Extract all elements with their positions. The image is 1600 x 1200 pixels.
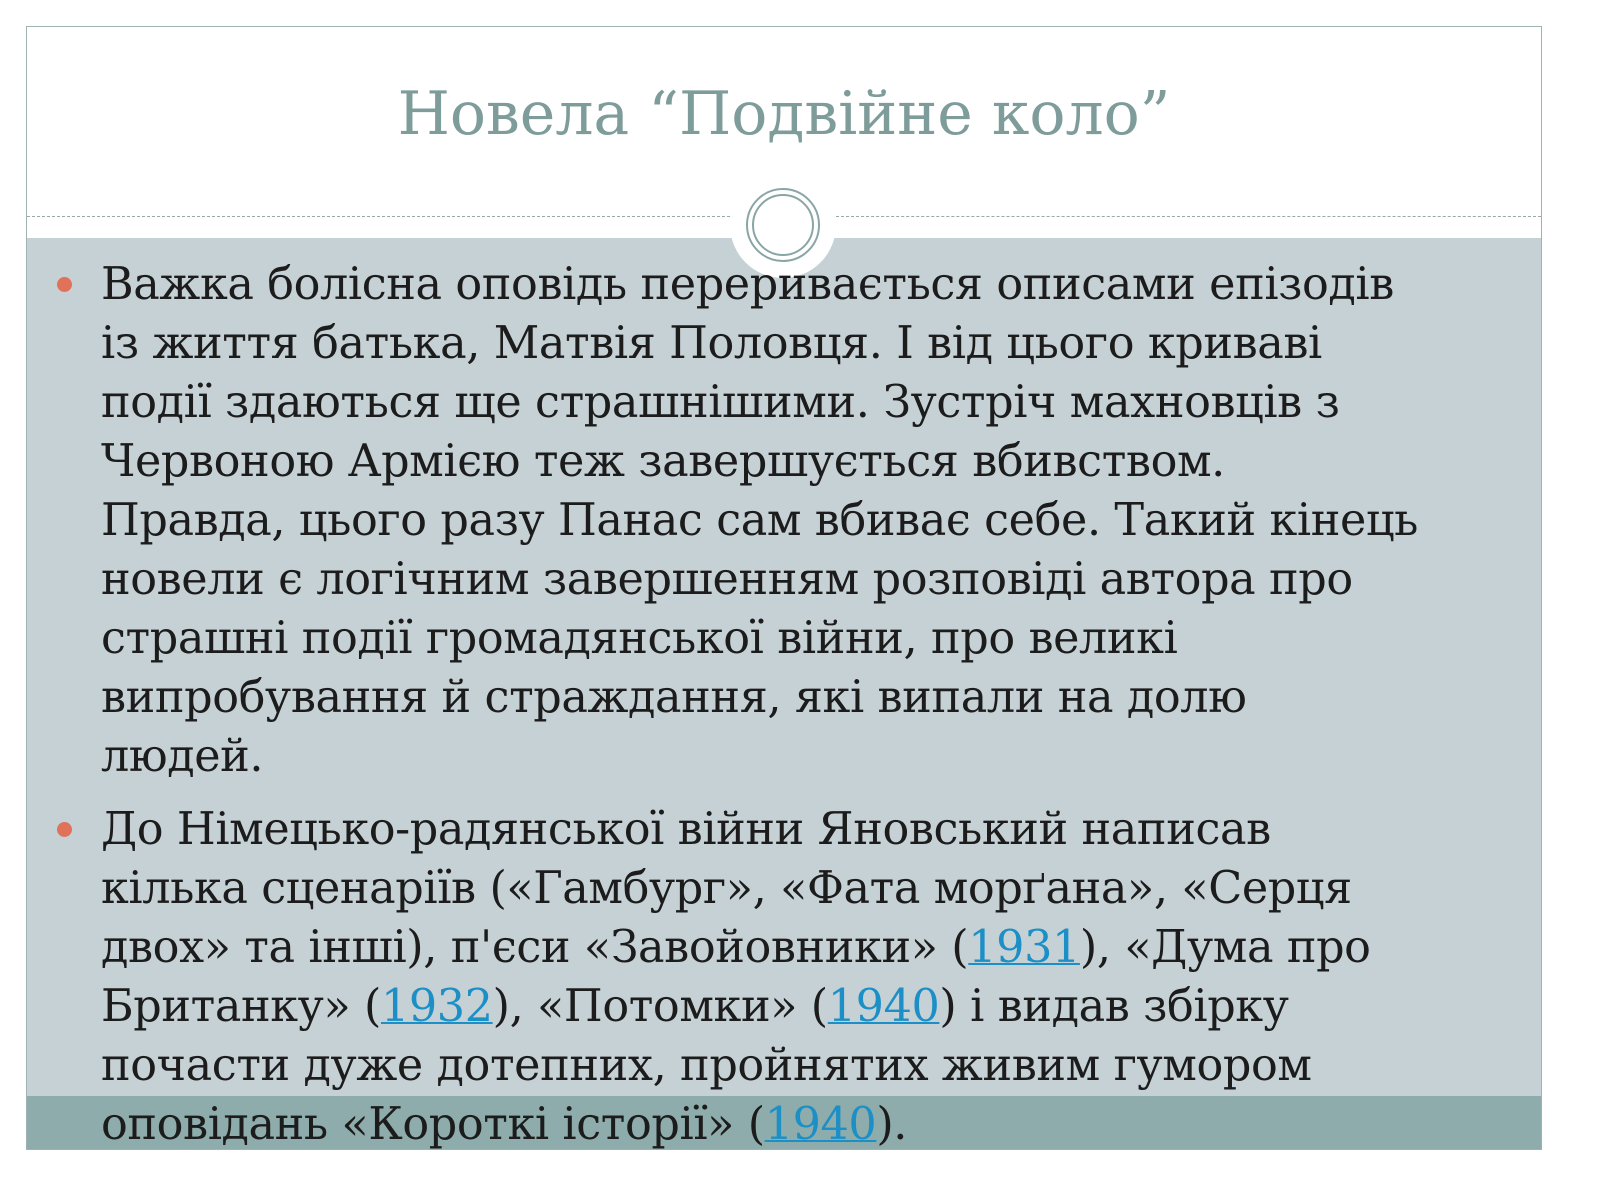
slide-body (27, 255, 1541, 1150)
year-link-1940-potomky[interactable]: 1940 (827, 981, 940, 1032)
paragraph-line: До Німецько-радянської війни Яновський написав (101, 804, 1271, 855)
text-segment: ), «Дума про (1079, 922, 1371, 973)
slide-title: Новела “Подвійне коло” (397, 79, 1171, 149)
paragraph-line: почасти дуже дотепних, пройнятих живим гумором (101, 1040, 1312, 1091)
paragraph-line: Важка болісна оповідь переривається описами епізодів (101, 259, 1394, 310)
paragraph-line: події здаються ще страшнішими. Зустріч махновців з (101, 377, 1340, 428)
paragraph-line (101, 1095, 1531, 1150)
title-divider-right (836, 216, 1541, 217)
text-segment: оповідань «Короткі історії» ( (101, 1099, 765, 1150)
paragraph-line: Правда, цього разу Панас сам вбиває себе. Такий кінець (101, 495, 1419, 546)
text-segment: ). (876, 1099, 908, 1150)
paragraph-line: кілька сценаріїв («Гамбург», «Фата морґана», «Серця (101, 863, 1352, 914)
bullet-item-2 (27, 800, 1541, 1150)
bullet-dot-icon (57, 822, 72, 837)
ornament-inner-ring (752, 194, 814, 256)
paragraph-line (101, 918, 1531, 977)
paragraph-line: Червоною Армією теж завершується вбивством. (101, 436, 1225, 487)
paragraph-line: страшні події громадянської війни, про великі (101, 613, 1178, 664)
paragraph-line: людей. (101, 731, 264, 782)
bullet-dot-icon (57, 277, 72, 292)
text-segment: ) і видав збірку (939, 981, 1289, 1032)
text-segment: Британку» ( (101, 981, 381, 1032)
paragraph-line: із життя батька, Матвія Половця. І від цього криваві (101, 318, 1322, 369)
year-link-1931[interactable]: 1931 (968, 922, 1080, 973)
paragraph-line (101, 977, 1531, 1036)
text-segment: ), «Потомки» ( (492, 981, 828, 1032)
text-segment: двох» та інші), п'єси «Завойовники» ( (101, 922, 969, 973)
year-link-1932[interactable]: 1932 (380, 981, 493, 1032)
paragraph-line: випробування й страждання, які випали на долю (101, 672, 1247, 723)
slide (26, 26, 1542, 1150)
year-link-1940-korotki[interactable]: 1940 (764, 1099, 877, 1150)
title-divider-left (27, 216, 730, 217)
bullet-item-1 (27, 255, 1541, 786)
paragraph-line: новели є логічним завершенням розповіді автора про (101, 554, 1353, 605)
